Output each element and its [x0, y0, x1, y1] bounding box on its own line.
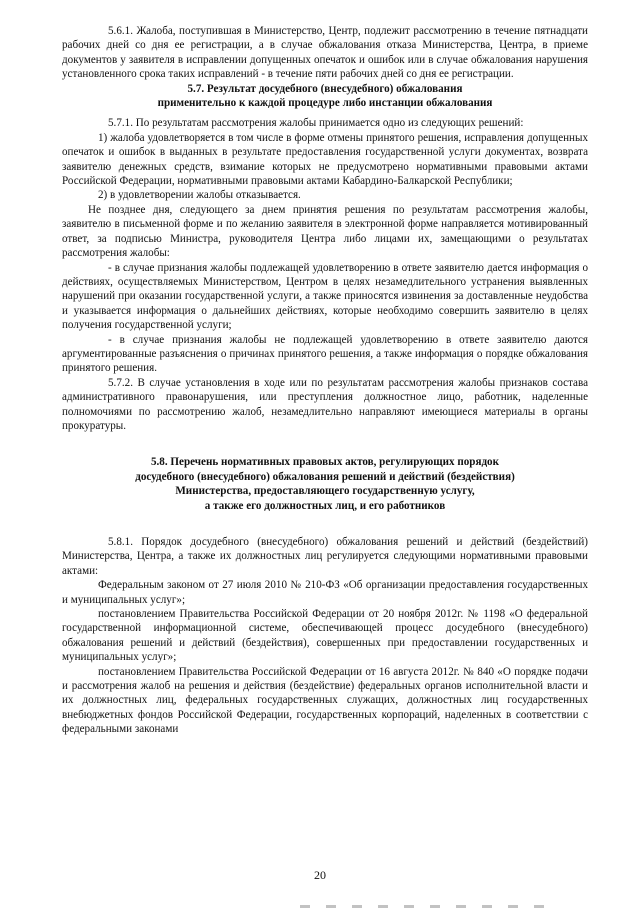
- paragraph-not-later: Не позднее дня, следующего за днем принятия решения по результатам рассмотрения жалобы, заявителю в письменной форме и по желанию заявителя в электронной форме направляется мотивированный ответ, за подписью Министра, руководителя Центра либо лицами их, замещающими о результатах рассмотрения жалобы:: [62, 203, 588, 260]
- section-heading-5-8-line4: а также его должностных лиц, и его работников: [204, 499, 446, 512]
- paragraph-dash-2: - в случае признания жалобы не подлежащей удовлетворению в ответе заявителю даются аргументированные разъяснения о причинах принятого решения, а также информация о порядке обжалования принятого решения.: [62, 333, 588, 375]
- paragraph-5-7-1-item2: 2) в удовлетворении жалобы отказывается.: [98, 189, 301, 202]
- page-number: 20: [314, 868, 326, 882]
- section-heading-5-8-line3: Министерства, предоставляющего государственную услугу,: [175, 485, 475, 498]
- section-heading-5-8-line2: досудебного (внесудебного) обжалования решений и действий (бездействия): [135, 470, 515, 483]
- document-page: [62, 24, 588, 737]
- paragraph-5-8-1: 5.8.1. Порядок досудебного (внесудебного) обжалования решений и действий (бездействий) Министерства, Центра, а также их должностных лиц регулируется следующими нормативными правовыми актами:: [62, 536, 588, 577]
- paragraph-5-7-1-item1: 1) жалоба удовлетворяется в том числе в форме отмены принятого решения, исправления допущенных опечаток и ошибок в выданных в результате предоставления государственной услуги документах, возврата заявителю денежных средств, взимание которых не предусмотрено нормативными правовыми актами Российской Федерации, нормативными правовыми актами Кабардино-Балкарской Республики;: [62, 131, 588, 188]
- paragraph-law-3: постановлением Правительства Российской Федерации от 16 августа 2012г. № 840 «О порядке подачи и рассмотрения жалоб на решения и действия (бездействие) федеральных органов исполнительной власти и их должностных лиц, федеральных государственных служащих, должностных лиц государственных внебюджетных фондов Российской Федерации, государственных корпораций, наделенных в соответствии с федеральными законами: [62, 665, 588, 736]
- paragraph-law-1: Федеральным законом от 27 июля 2010 № 210-ФЗ «Об организации предоставления государственных и муниципальных услуг»;: [62, 579, 588, 606]
- section-heading-5-7-line2: применительно к каждой процедуре либо инстанции обжалования: [157, 97, 493, 110]
- paragraph-5-6-1: 5.6.1. Жалоба, поступившая в Министерство, Центр, подлежит рассмотрению в течение пятнадцати рабочих дней со дня ее регистрации, а в случае обжалования отказа Министерства, Центра, в приеме документов у заявителя в исправлении допущенных опечаток и ошибок или в случае обжалования нарушения установленного срока таких исправлений - в течение пяти рабочих дней со дня ее регистрации.: [62, 25, 588, 81]
- section-heading-5-7-line1: 5.7. Результат досудебного (внесудебного) обжалования: [187, 82, 463, 95]
- paragraph-dash-1: - в случае признания жалобы подлежащей удовлетворению в ответе заявителю дается информация о действиях, осуществляемых Министерством, Центром в целях незамедлительного устранения выявленных нарушений при оказании государственной услуги, а также приносятся извинения за доставленные неудобства и указывается информация о дальнейших действиях, которые необходимо совершить заявителю в целях получения государственной услуги;: [62, 261, 588, 332]
- paragraph-law-2: постановлением Правительства Российской Федерации от 20 ноября 2012г. № 1198 «О федеральной государственной информационной системе, обеспечивающей процесс досудебного (внесудебного) обжалования решений и действий (бездействия), совершенных при предоставлении государственных и муниципальных услуг»;: [62, 608, 588, 664]
- paragraph-5-7-2: 5.7.2. В случае установления в ходе или по результатам рассмотрения жалобы признаков состава административного правонарушения, или преступления должностное лицо, работник, наделенные полномочиями по рассмотрению жалоб, незамедлительно направляют имеющиеся материалы в органы прокуратуры.: [62, 376, 588, 432]
- scan-artifact-marks: [300, 895, 600, 905]
- paragraph-5-7-1: 5.7.1. По результатам рассмотрения жалобы принимается одно из следующих решений:: [108, 117, 524, 130]
- section-heading-5-8-line1: 5.8. Перечень нормативных правовых актов, регулирующих порядок: [150, 456, 499, 469]
